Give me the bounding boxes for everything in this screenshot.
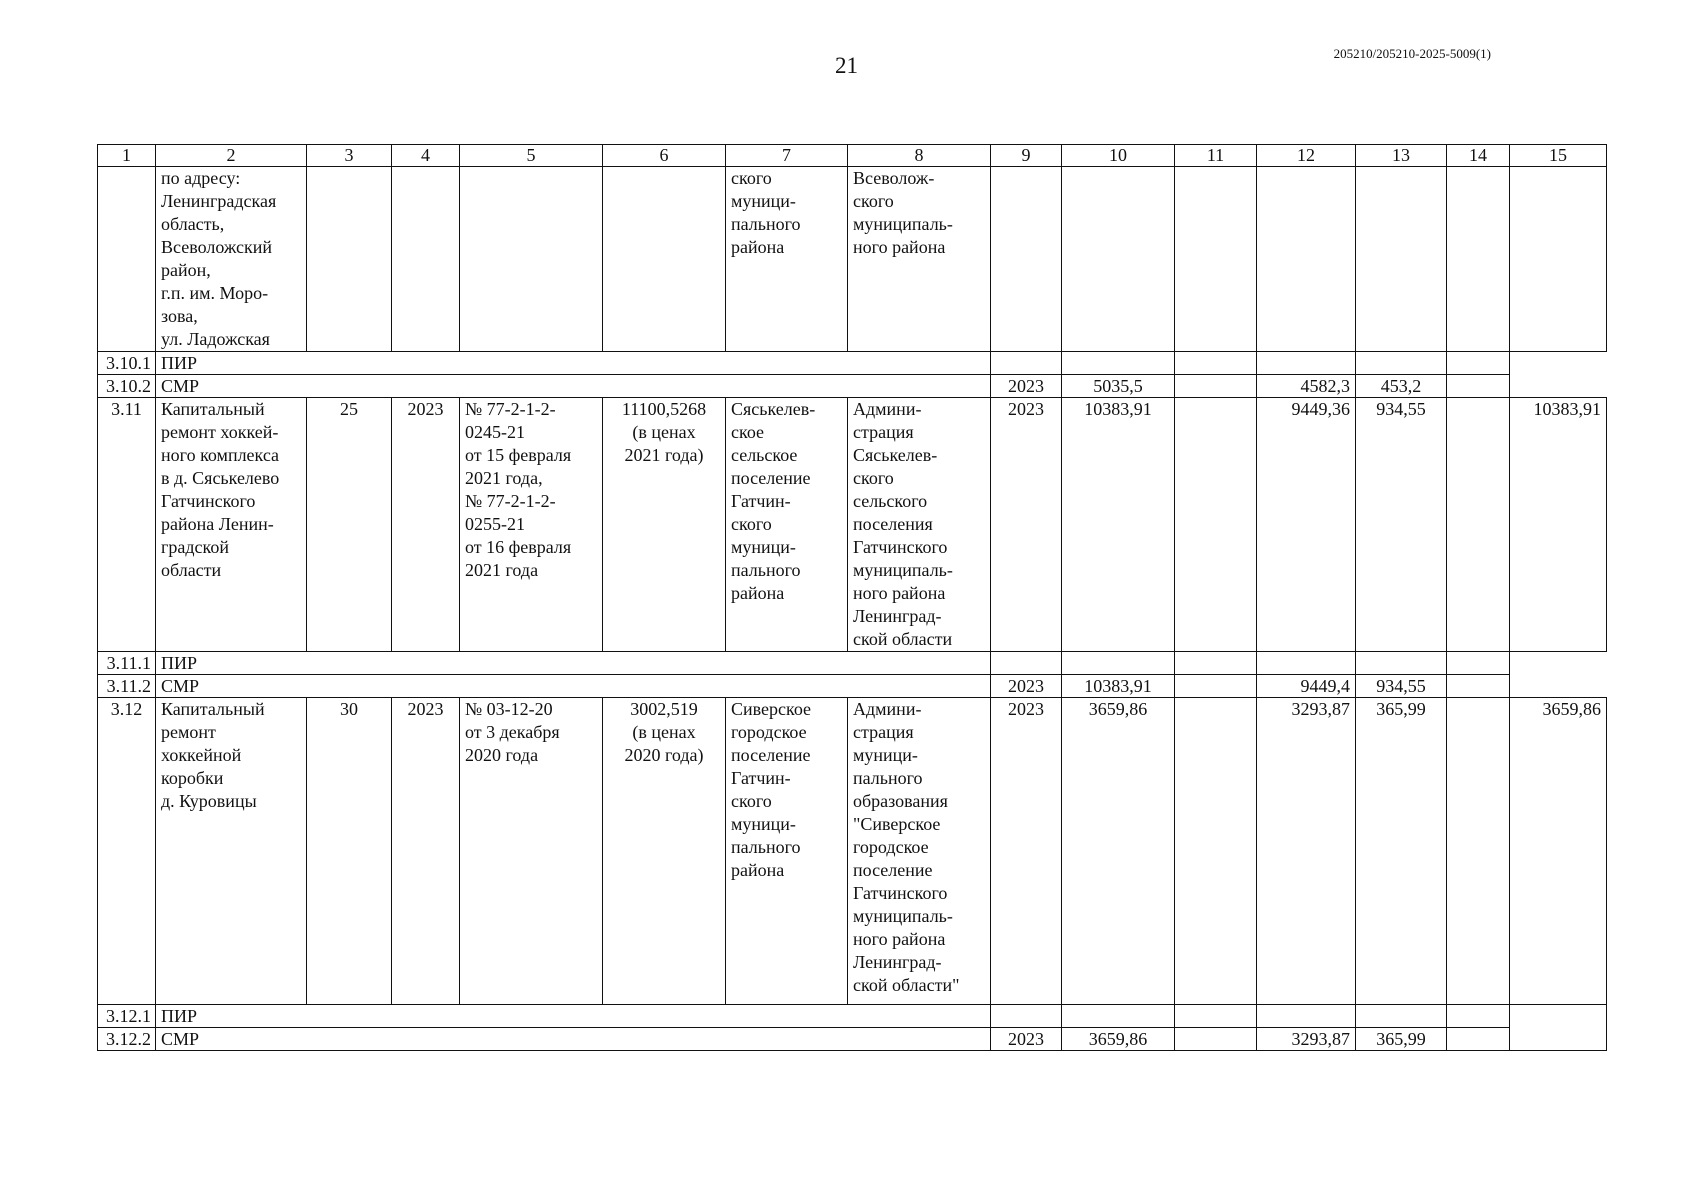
cell-c15-blank: [1510, 1005, 1607, 1051]
header-cell: 10: [1062, 145, 1175, 167]
cell-regional: 3293,87: [1257, 1028, 1356, 1051]
cell-c9: [991, 352, 1062, 375]
cell-c14: [1447, 1005, 1510, 1028]
cell-document: [460, 698, 603, 1005]
cell-municipality: [726, 167, 848, 352]
cell-object-address: [156, 167, 307, 352]
cell-total: 3659,86: [1062, 698, 1175, 1005]
cell-c10: [1062, 167, 1175, 352]
table-row-3-10-2: [98, 375, 1607, 398]
cell-year: 2023: [991, 1028, 1062, 1051]
cell-work-type: ПИР: [156, 352, 991, 375]
header-cell: 4: [392, 145, 460, 167]
cell-year: 2023: [991, 398, 1062, 652]
header-cell: 9: [991, 145, 1062, 167]
estimate-text: 3002,519 (в ценах 2020 года): [624, 699, 704, 765]
table-row-3-10-continued: [98, 167, 1607, 352]
document-text: № 03-12-20 от 3 декабря 2020 года: [465, 699, 560, 765]
cell-c11: [1175, 1028, 1257, 1051]
cell-c12: [1257, 352, 1356, 375]
cell-document: [460, 398, 603, 652]
cell-work-type: СМР: [156, 675, 991, 698]
cell-c9: [991, 1005, 1062, 1028]
cell-code: 3.12.1: [98, 1005, 156, 1028]
cell-object-name: [156, 698, 307, 1005]
cell-object-name: [156, 398, 307, 652]
cell-c11: [1175, 352, 1257, 375]
customer-text: Админи- страция муници- пального образования "Сиверское городское поселение Гатчинского муниципаль- ного района Ленинград- ской области": [853, 699, 960, 995]
cell-customer: [848, 167, 991, 352]
cell-c15-blank: [1510, 652, 1607, 698]
cell-estimate: [603, 398, 726, 652]
cell-c3: [307, 167, 392, 352]
cell-code: 3.10.1: [98, 352, 156, 375]
header-cell: 8: [848, 145, 991, 167]
cell-c13: [1356, 352, 1447, 375]
municipality-text: Сяськелев- ское сельское поселение Гатчин- ского муници- пального района: [731, 399, 816, 603]
cell-year: 2023: [991, 375, 1062, 398]
header-row: [98, 145, 1607, 167]
cell-c11: [1175, 675, 1257, 698]
cell-c14: [1447, 352, 1510, 375]
cell-code: 3.11.1: [98, 652, 156, 675]
cell-c4: 2023: [392, 698, 460, 1005]
cell-c14: [1447, 675, 1510, 698]
cell-code: 3.11.2: [98, 675, 156, 698]
cell-c4: [392, 167, 460, 352]
cell-regional: 9449,4: [1257, 675, 1356, 698]
cell-regional: 3293,87: [1257, 698, 1356, 1005]
cell-regional: 4582,3: [1257, 375, 1356, 398]
municipality-text: Сиверское городское поселение Гатчин- ского муници- пального района: [731, 699, 812, 880]
cell-c9: [991, 652, 1062, 675]
cell-year: 2023: [991, 698, 1062, 1005]
budget-table-container: [97, 144, 1607, 1051]
table-row-3-11-2: [98, 675, 1607, 698]
cell-c10: [1062, 652, 1175, 675]
cell-work-type: СМР: [156, 1028, 991, 1051]
cell-c15-blank: [1510, 352, 1607, 398]
header-cell: 15: [1510, 145, 1607, 167]
header-cell: 1: [98, 145, 156, 167]
customer-text: Всеволож- ского муниципаль- ного района: [853, 168, 953, 257]
cell-c12: [1257, 652, 1356, 675]
header-cell: 5: [460, 145, 603, 167]
cell-c3: 30: [307, 698, 392, 1005]
cell-code: 3.12: [98, 698, 156, 1005]
cell-c6: [603, 167, 726, 352]
cell-c14: [1447, 167, 1510, 352]
customer-text: Админи- страция Сяськелев- ского сельского поселения Гатчинского муниципаль- ного района Ленинград- ской области: [853, 399, 953, 649]
cell-local: 365,99: [1356, 698, 1447, 1005]
estimate-text: 11100,5268 (в ценах 2021 года): [621, 399, 707, 465]
cell-c11: [1175, 375, 1257, 398]
object-name-text: Капитальный ремонт хоккей- ного комплекса в д. Сяськелево Гатчинского района Ленин- градской области: [161, 399, 280, 580]
cell-c13: [1356, 652, 1447, 675]
header-cell: 7: [726, 145, 848, 167]
cell-c10: [1062, 1005, 1175, 1028]
table-row-3-11: [98, 398, 1607, 652]
object-address-text: по адресу: Ленинградская область, Всеволожский район, г.п. им. Моро- зова, ул. Ладожская: [161, 168, 277, 349]
cell-c14: [1447, 652, 1510, 675]
cell-total: 5035,5: [1062, 375, 1175, 398]
cell-code: 3.10.2: [98, 375, 156, 398]
cell-work-type: СМР: [156, 375, 991, 398]
cell-customer: [848, 698, 991, 1005]
cell-local: 934,55: [1356, 675, 1447, 698]
header-cell: 6: [603, 145, 726, 167]
cell-total: 10383,91: [1062, 675, 1175, 698]
cell-c15-total: 10383,91: [1510, 398, 1607, 652]
header-cell: 11: [1175, 145, 1257, 167]
object-name-text: Капитальный ремонт хоккейной коробки д. Куровицы: [161, 699, 265, 811]
cell-c14: [1447, 698, 1510, 1005]
cell-c5: [460, 167, 603, 352]
table-row-3-12-1: [98, 1005, 1607, 1028]
cell-code: 3.12.2: [98, 1028, 156, 1051]
cell-total: 10383,91: [1062, 398, 1175, 652]
cell-c13: [1356, 1005, 1447, 1028]
cell-estimate: [603, 698, 726, 1005]
table-row-3-12-2: [98, 1028, 1607, 1051]
cell-work-type: ПИР: [156, 652, 991, 675]
cell-c9: [991, 167, 1062, 352]
cell-regional: 9449,36: [1257, 398, 1356, 652]
header-cell: 13: [1356, 145, 1447, 167]
cell-code: 3.11: [98, 398, 156, 652]
header-cell: 3: [307, 145, 392, 167]
cell-c15: [1510, 167, 1607, 352]
cell-c10: [1062, 352, 1175, 375]
cell-municipality: [726, 398, 848, 652]
cell-local: 934,55: [1356, 398, 1447, 652]
cell-c11: [1175, 698, 1257, 1005]
page-number: 21: [835, 53, 858, 78]
table-row-3-12: [98, 698, 1607, 1005]
cell-year: 2023: [991, 675, 1062, 698]
cell-c11: [1175, 167, 1257, 352]
cell-local: 365,99: [1356, 1028, 1447, 1051]
cell-c14: [1447, 398, 1510, 652]
header-cell: 2: [156, 145, 307, 167]
cell-c11: [1175, 398, 1257, 652]
header-cell: 14: [1447, 145, 1510, 167]
table-row-3-10-1: [98, 352, 1607, 375]
municipality-text: ского муници- пального района: [731, 168, 801, 257]
cell-local: 453,2: [1356, 375, 1447, 398]
cell-c11: [1175, 652, 1257, 675]
cell-total: 3659,86: [1062, 1028, 1175, 1051]
cell-municipality: [726, 698, 848, 1005]
cell-c12: [1257, 1005, 1356, 1028]
cell-c14: [1447, 375, 1510, 398]
cell-c13: [1356, 167, 1447, 352]
document-id: 205210/205210-2025-5009(1): [1333, 46, 1491, 61]
header-cell: 12: [1257, 145, 1356, 167]
table-row-3-11-1: [98, 652, 1607, 675]
document-text: № 77-2-1-2- 0245-21 от 15 февраля 2021 года, № 77-2-1-2- 0255-21 от 16 февраля 2021 года: [465, 399, 572, 580]
cell-customer: [848, 398, 991, 652]
cell-work-type: ПИР: [156, 1005, 991, 1028]
cell-c14: [1447, 1028, 1510, 1051]
cell-c4: 2023: [392, 398, 460, 652]
cell-c11: [1175, 1005, 1257, 1028]
cell-c3: 25: [307, 398, 392, 652]
cell-c15-total: 3659,86: [1510, 698, 1607, 1005]
budget-table: [97, 144, 1607, 1051]
cell-c12: [1257, 167, 1356, 352]
cell-code: [98, 167, 156, 352]
